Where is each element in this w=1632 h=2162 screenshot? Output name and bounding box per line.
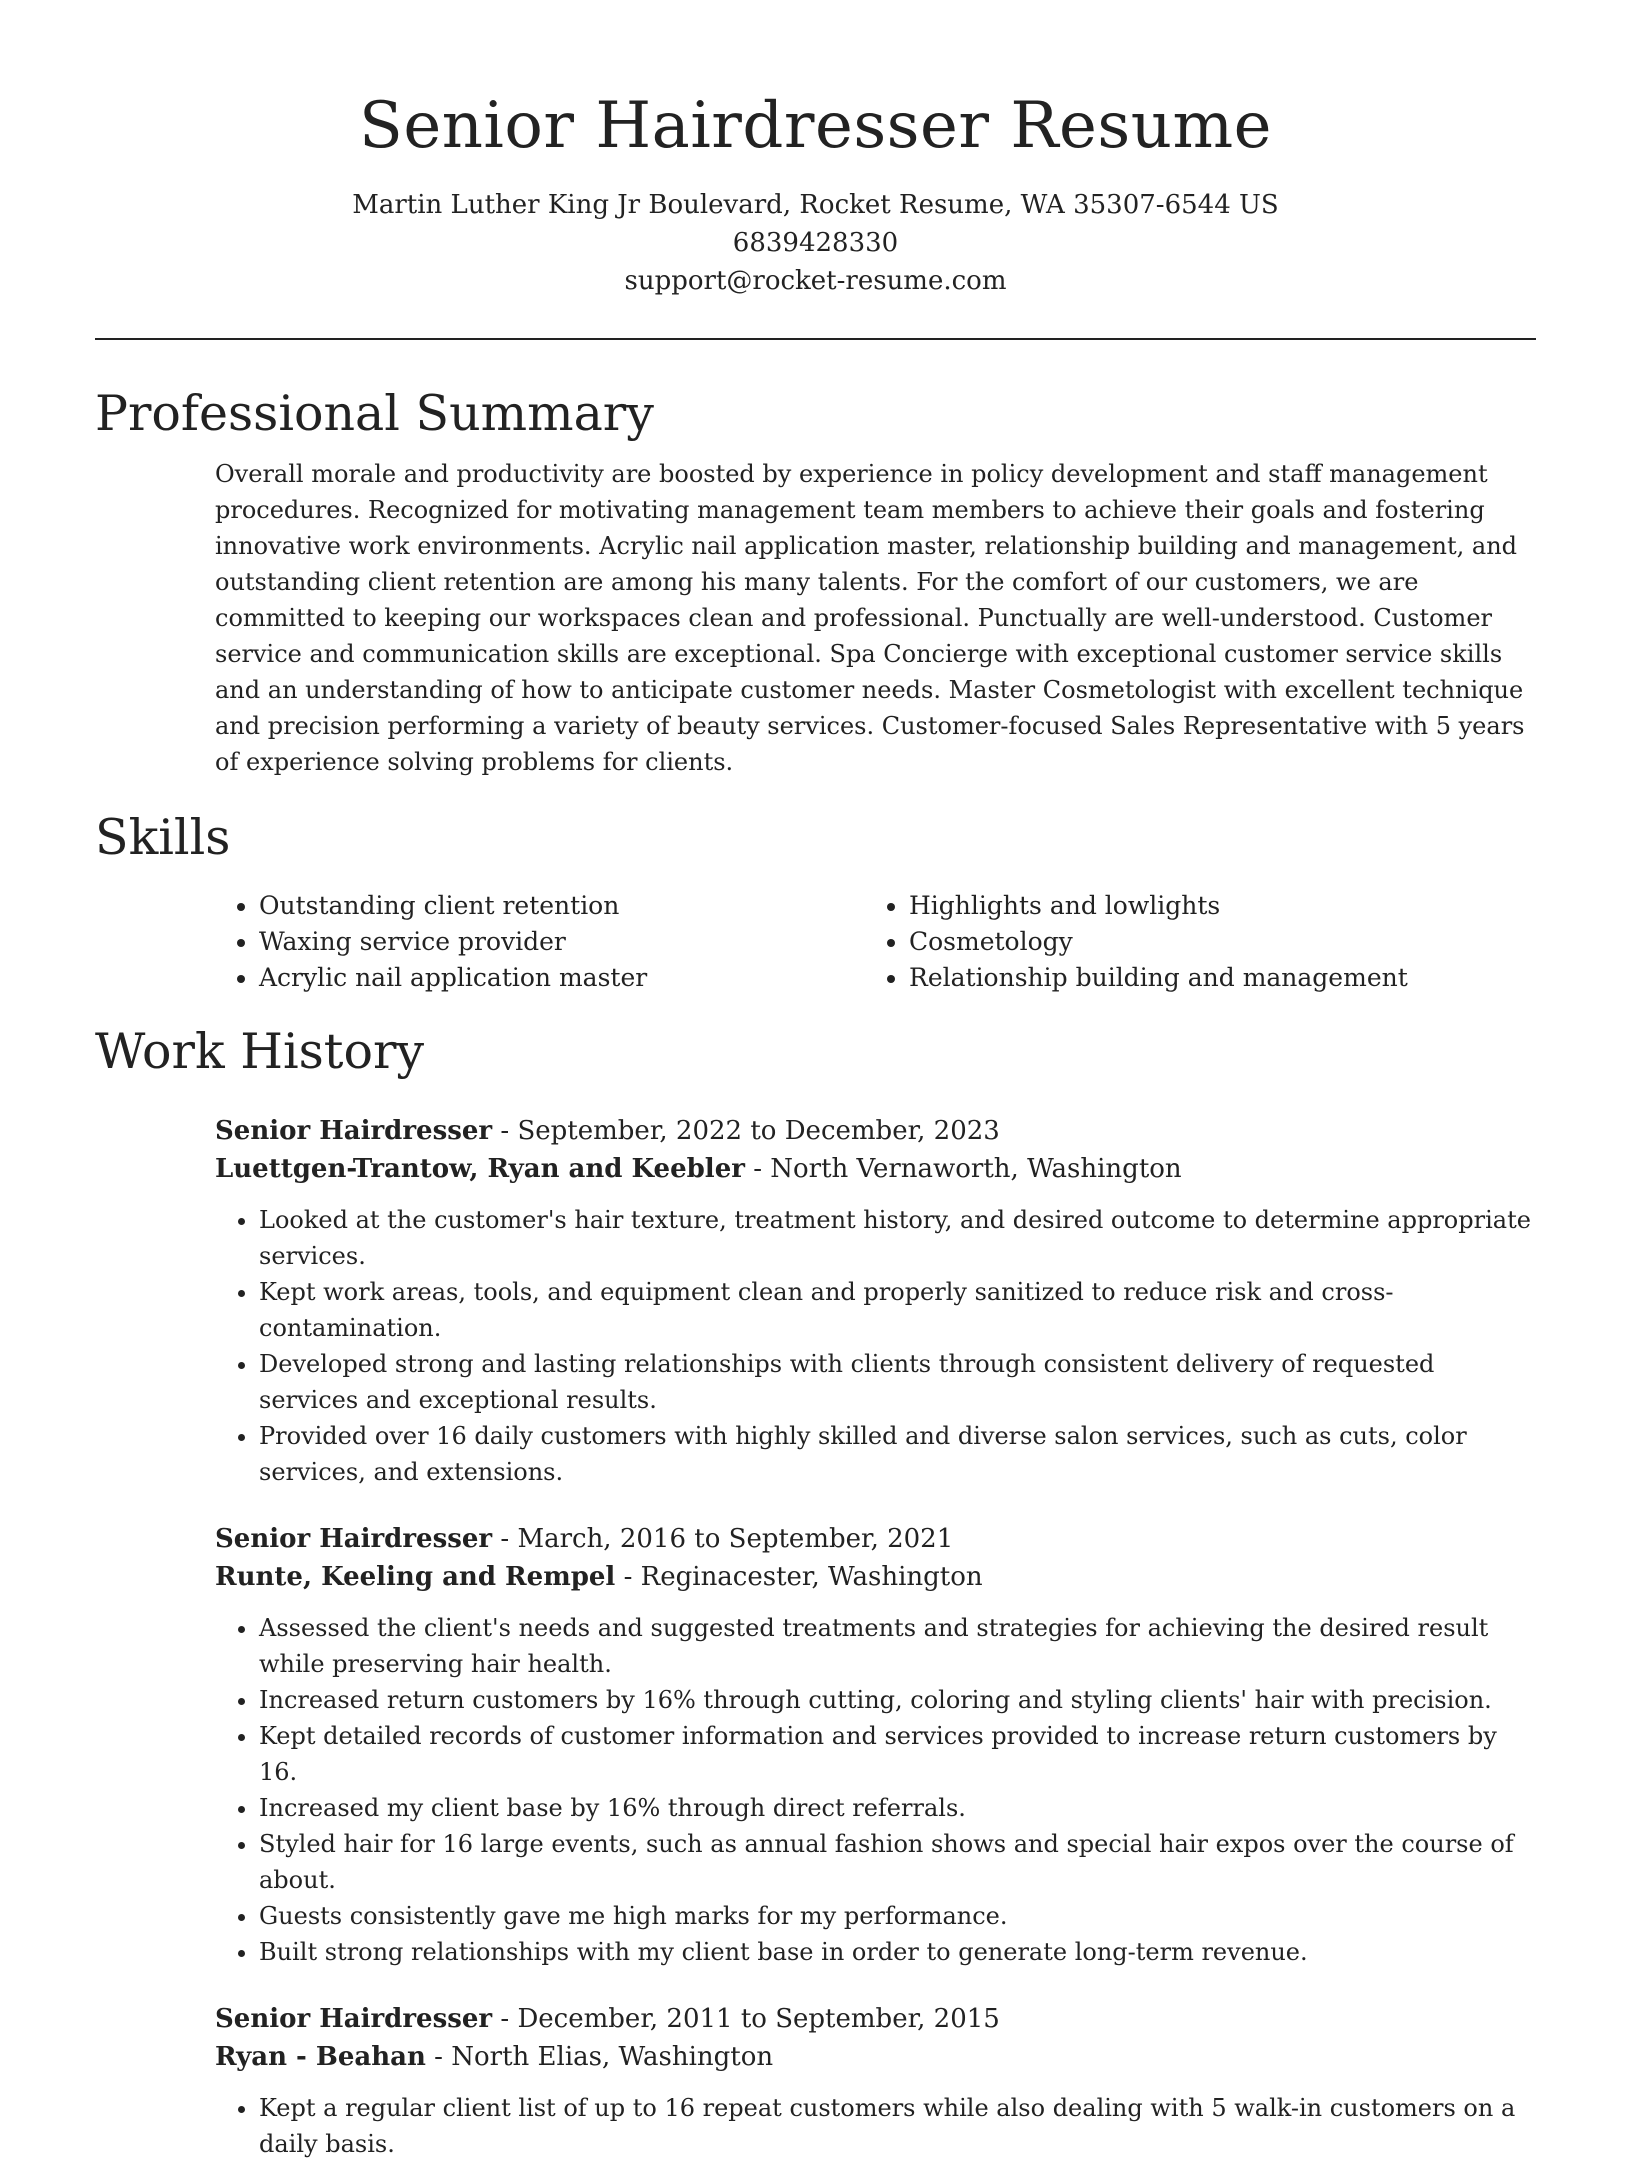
header-divider xyxy=(95,338,1536,340)
separator: - xyxy=(492,1116,518,1146)
separator: - xyxy=(492,1524,518,1554)
contact-info xyxy=(95,186,1536,300)
summary-heading: Professional Summary xyxy=(95,385,654,442)
job-bullet: • Increased my client base by 16% through direct referrals. xyxy=(259,1790,1537,1826)
job-entry xyxy=(215,2000,1537,2162)
job-dates: September, 2022 to December, 2023 xyxy=(517,1116,1000,1146)
job-bullets xyxy=(215,1610,1537,1970)
work-history-list xyxy=(95,1112,1536,2162)
resume-header xyxy=(95,0,1536,300)
job-bullet: • Kept detailed records of customer information and services provided to increase return customers by 16. xyxy=(259,1718,1537,1790)
job-bullets xyxy=(215,2090,1537,2162)
job-bullet: • Provided over 16 daily customers with highly skilled and diverse salon services, such as cuts, color services, and extensions. xyxy=(259,1418,1537,1490)
skills-column-right xyxy=(865,888,1515,996)
separator: - xyxy=(615,1562,641,1592)
job-entry xyxy=(215,1112,1537,1490)
skills-list xyxy=(215,888,1537,996)
job-dates: December, 2011 to September, 2015 xyxy=(517,2004,1000,2034)
phone: 6839428330 xyxy=(732,228,899,258)
job-location: North Vernaworth, Washington xyxy=(770,1154,1182,1184)
job-title-line xyxy=(215,2000,1537,2038)
job-role: Senior Hairdresser xyxy=(215,2004,493,2034)
job-bullet: • Kept work areas, tools, and equipment clean and properly sanitized to reduce risk and cross-contamination. xyxy=(259,1274,1537,1346)
job-company: Runte, Keeling and Rempel xyxy=(215,1562,616,1592)
resume-page xyxy=(95,0,1536,2162)
skills-heading: Skills xyxy=(95,809,231,866)
skill-item: • Waxing service provider xyxy=(259,924,865,960)
skill-item: • Acrylic nail application master xyxy=(259,960,865,996)
job-location: North Elias, Washington xyxy=(451,2042,774,2072)
skill-item: • Relationship building and management xyxy=(909,960,1515,996)
job-role: Senior Hairdresser xyxy=(215,1116,493,1146)
skills-column-left xyxy=(215,888,865,996)
work-history-heading: Work History xyxy=(95,1023,425,1080)
job-location: Reginacester, Washington xyxy=(640,1562,983,1592)
job-bullet: • Developed strong and lasting relationships with clients through consistent delivery of requested services and exceptional results. xyxy=(259,1346,1537,1418)
address: Martin Luther King Jr Boulevard, Rocket Resume, WA 35307-6544 US xyxy=(352,190,1279,220)
job-company: Luettgen-Trantow, Ryan and Keebler xyxy=(215,1154,745,1184)
job-bullet: • Looked at the customer's hair texture, treatment history, and desired outcome to determine appropriate services. xyxy=(259,1202,1537,1274)
job-bullet: • Built strong relationships with my client base in order to generate long-term revenue. xyxy=(259,1934,1537,1970)
job-company-line xyxy=(215,1150,1537,1188)
job-title-line xyxy=(215,1112,1537,1150)
job-role: Senior Hairdresser xyxy=(215,1524,493,1554)
resume-title: Senior Hairdresser Resume xyxy=(358,89,1273,163)
skill-item: • Cosmetology xyxy=(909,924,1515,960)
email: support@rocket-resume.com xyxy=(624,266,1007,296)
job-dates: March, 2016 to September, 2021 xyxy=(517,1524,954,1554)
separator: - xyxy=(425,2042,452,2072)
job-bullet: • Increased return customers by 16% through cutting, coloring and styling clients' hair with precision. xyxy=(259,1682,1537,1718)
skill-item: • Highlights and lowlights xyxy=(909,888,1515,924)
job-title-line xyxy=(215,1520,1537,1558)
summary-text: Overall morale and productivity are boosted by experience in policy development and staff management procedures. Recognized for motivating management team members to achieve their goals and fostering innovative work environments. Acrylic nail application master, relationship building and management, and outstanding client retention are among his many talents. For the comfort of our customers, we are committed to keeping our workspaces clean and professional. Punctually are well-understood. Customer service and communication skills are exceptional. Spa Concierge with exceptional customer service skills and an understanding of how to anticipate customer needs. Master Cosmetologist with excellent technique and precision performing a variety of beauty services. Customer-focused Sales Representative with 5 years of experience solving problems for clients. xyxy=(215,460,1525,776)
job-entry xyxy=(215,1520,1537,1970)
job-bullet: • Kept a regular client list of up to 16 repeat customers while also dealing with 5 walk-in customers on a daily basis. xyxy=(259,2090,1537,2162)
job-bullet: • Guests consistently gave me high marks for my performance. xyxy=(259,1898,1537,1934)
job-company-line xyxy=(215,1558,1537,1596)
skill-item: • Outstanding client retention xyxy=(259,888,865,924)
job-company-line xyxy=(215,2038,1537,2076)
job-bullet: • Assessed the client's needs and suggested treatments and strategies for achieving the desired result while preserving hair health. xyxy=(259,1610,1537,1682)
job-bullet: • Styled hair for 16 large events, such as annual fashion shows and special hair expos over the course of about. xyxy=(259,1826,1537,1898)
job-company: Ryan - Beahan xyxy=(215,2042,426,2072)
separator: - xyxy=(744,1154,771,1184)
separator: - xyxy=(492,2004,518,2034)
job-bullets xyxy=(215,1202,1537,1490)
